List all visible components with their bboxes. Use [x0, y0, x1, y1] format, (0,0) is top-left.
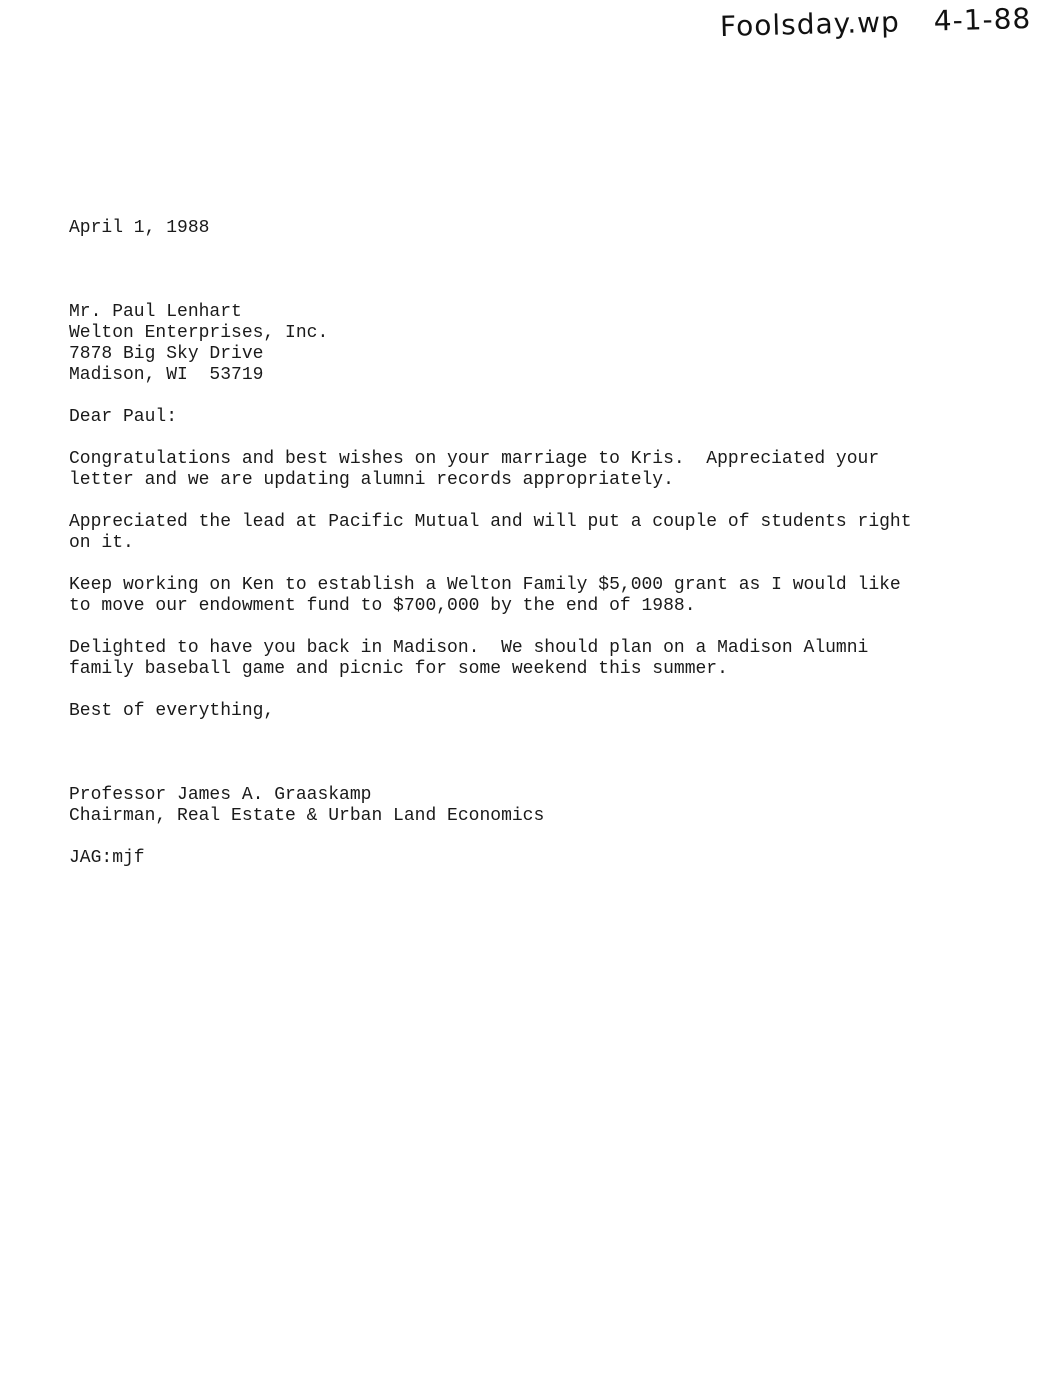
paragraph-3	[69, 575, 969, 617]
closing	[69, 701, 969, 722]
recipient-address	[69, 302, 969, 386]
paragraph-line: Appreciated the lead at Pacific Mutual and will put a couple of students right	[69, 512, 912, 532]
signature-block	[69, 785, 969, 827]
paragraph-line: letter and we are updating alumni records appropriately.	[69, 470, 674, 490]
letter-body	[69, 218, 969, 869]
address-line-street: 7878 Big Sky Drive	[69, 344, 264, 364]
date-line: April 1, 1988	[69, 218, 210, 238]
paragraph-line: to move our endowment fund to $700,000 by the end of 1988.	[69, 596, 696, 616]
paragraph-line: on it.	[69, 533, 134, 553]
signature-title: Chairman, Real Estate & Urban Land Economics	[69, 806, 545, 826]
paragraph-4	[69, 638, 969, 680]
salutation	[69, 407, 969, 428]
initials-line: JAG:mjf	[69, 848, 145, 868]
handwritten-filename: Foolsday.wp	[719, 5, 900, 44]
handwritten-file-note	[719, 2, 1031, 43]
address-line-company: Welton Enterprises, Inc.	[69, 323, 329, 343]
reference-initials	[69, 848, 969, 869]
salutation-line: Dear Paul:	[69, 407, 178, 427]
paragraph-1	[69, 449, 969, 491]
paragraph-2	[69, 512, 969, 554]
letter-date	[69, 218, 969, 239]
closing-line: Best of everything,	[69, 701, 275, 721]
handwritten-date: 4-1-88	[933, 1, 1032, 38]
paragraph-line: Keep working on Ken to establish a Welton Family $5,000 grant as I would like	[69, 575, 901, 595]
paragraph-line: Congratulations and best wishes on your marriage to Kris. Appreciated your	[69, 449, 880, 469]
paragraph-line: family baseball game and picnic for some weekend this summer.	[69, 659, 728, 679]
address-line-city: Madison, WI 53719	[69, 365, 264, 385]
paragraph-line: Delighted to have you back in Madison. We should plan on a Madison Alumni	[69, 638, 869, 658]
signature-name: Professor James A. Graaskamp	[69, 785, 372, 805]
address-line-name: Mr. Paul Lenhart	[69, 302, 242, 322]
